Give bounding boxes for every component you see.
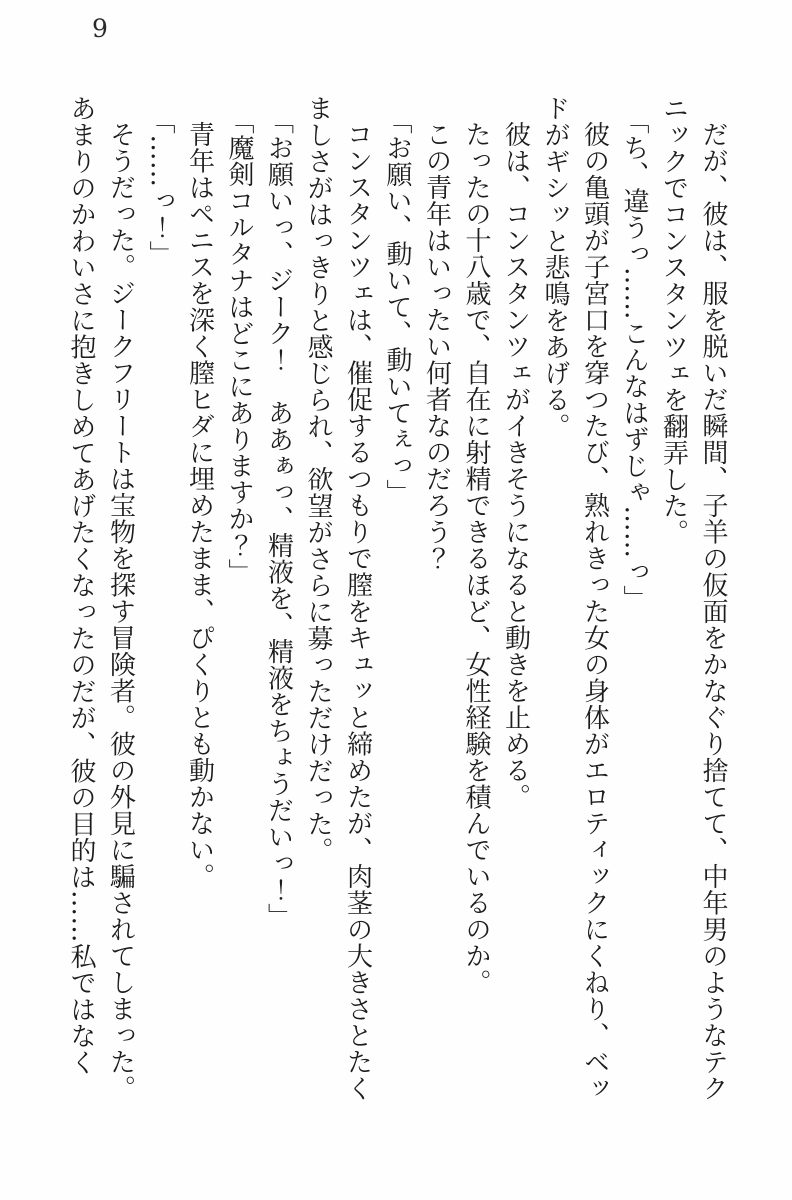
text-line: 「お願いっ、ジーク！ ああぁっ、精液を、精液をちょうだいっ！」 [263, 108, 294, 930]
text-line: 「ち、違うっ……こんなはずじゃ……っ」 [619, 108, 649, 612]
text-line: 青年はペニスを深く膣ヒダに埋めたまま、ぴくりとも動かない。 [184, 121, 215, 890]
text-line: そうだった。ジークフリートは宝物を探す冒険者。彼の外見に騙されてしまった。 [105, 121, 136, 1102]
text-line: ましさがはっきりと感じられ、欲望がさらに募っただけだった。 [303, 95, 333, 864]
text-line: 「お願い、動いて、動いてぇっ」 [382, 108, 412, 506]
text-line: 「魔剣コルタナはどこにありますか？」 [224, 108, 254, 585]
text-line: 「……っ！」 [145, 108, 175, 267]
text-line: だが、彼は、服を脱いだ瞬間、子羊の仮面をかなぐり捨てて、中年男のようなテク [698, 121, 728, 1102]
text-line: ドがギシッと悲鳴をあげる。 [540, 95, 570, 440]
text-line: あまりのかわいさに抱きしめてあげたくなったのだが、彼の目的は……私ではなく [66, 95, 96, 1076]
page-number: 9 [92, 14, 108, 43]
text-line: コンスタンツェは、催促するつもりで膣をキュッと締めたが、肉茎の大きさとたく [342, 121, 373, 1102]
text-line: たったの十八歳で、自在に射精できるほど、女性経験を積んでいるのか。 [461, 121, 491, 996]
text-line: 彼の亀頭が子宮口を穿つたび、熟れきった女の身体がエロティックにくねり、ベッ [579, 121, 610, 1102]
text-line: この青年はいったい何者なのだろう？ [421, 121, 452, 572]
text-line: ニックでコンスタンツェを翻弄した。 [658, 95, 689, 546]
text-block [61, 95, 733, 1140]
text-line: 彼は、コンスタンツェがイきそうになると動きを止める。 [500, 121, 531, 810]
